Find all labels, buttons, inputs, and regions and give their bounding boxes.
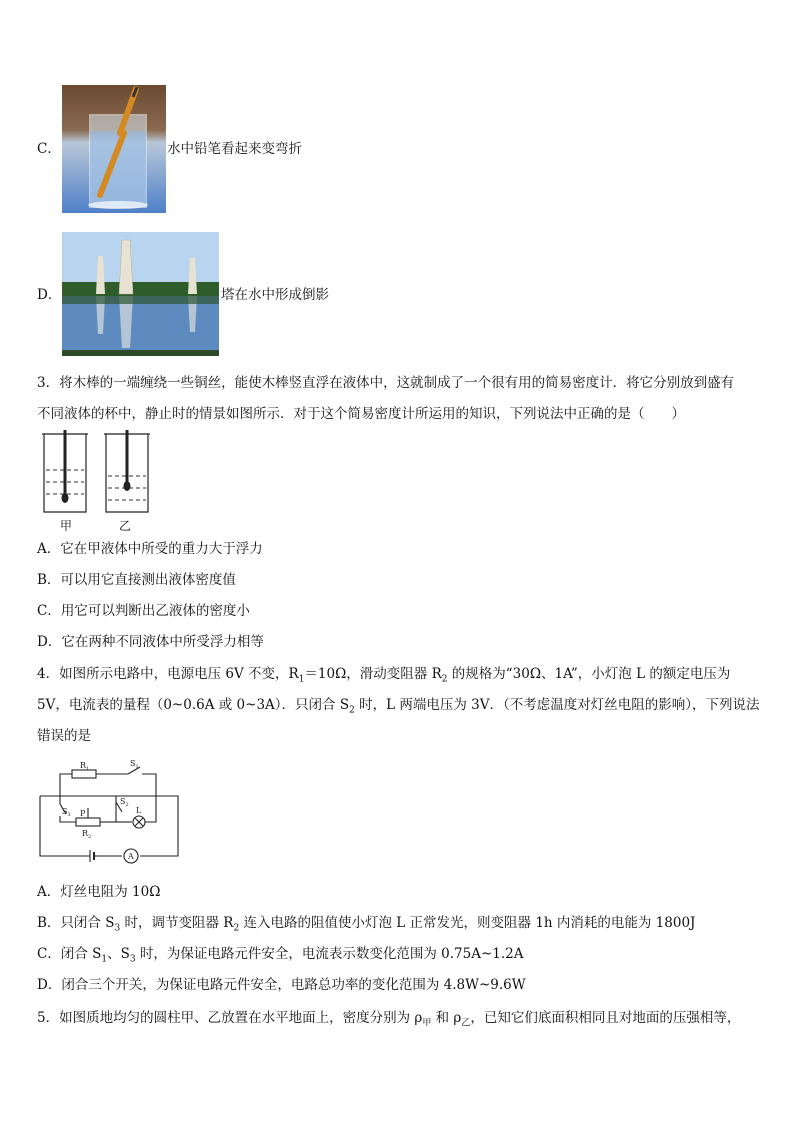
q4-option-d: D．闭合三个开关，为保证电路元件安全，电路总功率的变化范围为 4.8W~9.6W (37, 977, 526, 993)
q5-stem-line1: 5．如图质地均匀的圆柱甲、乙放置在水平地面上，密度分别为 $\rho_甲$ 和 $\rho_乙$，已知它们底面积相同且对地面的压强相等， (37, 1010, 741, 1029)
slider-p-label: P (80, 809, 86, 818)
option-d-caption: 塔在水中形成倒影 (221, 287, 329, 303)
q4-stem-line2: 5V，电流表的量程（0~0.6A 或 0~3A）．只闭合 $S_2$ 时，L 两端电压为 3V．（不考虑温度对灯丝电阻的影响），下列说法 (37, 697, 760, 716)
s2-label: $S_2$ (120, 797, 129, 808)
circuit-diagram (36, 758, 182, 864)
q4-option-a: A．灯丝电阻为 10Ω (37, 884, 161, 900)
pagoda-reflection-image (62, 232, 219, 356)
s1-label: $S_1$ (130, 759, 139, 770)
option-c-letter: C． (37, 141, 61, 157)
q3-option-b: B．可以用它直接测出液体密度值 (37, 572, 236, 588)
ammeter-label: A (128, 852, 134, 861)
s3-label: $S_3$ (62, 807, 71, 818)
q4-stem-line3: 错误的是 (37, 728, 91, 744)
option-c-caption: 水中铅笔看起来变弯折 (167, 141, 302, 157)
pencil-in-water-image (62, 85, 166, 213)
option-d-letter: D． (37, 287, 62, 303)
q3-option-a: A．它在甲液体中所受的重力大于浮力 (37, 541, 263, 557)
lamp-label: L (136, 806, 142, 815)
q4-stem-line1: 4．如图所示电路中，电源电压 6V 不变，$R_1=10\Omega$，滑动变阻器 $R_2$ 的规格为“30Ω、1A”，小灯泡 L 的额定电压为 (37, 666, 731, 685)
q3-option-d: D．它在两种不同液体中所受浮力相等 (37, 634, 264, 650)
beaker-jia-label: 甲 (60, 519, 73, 533)
densimeter-beakers-figure (38, 428, 158, 533)
q3-stem-line1: 3．将木棒的一端缠绕一些铜丝，能使木棒竖直浮在液体中，这就制成了一个很有用的简易密度计．将它分别放到盛有 (37, 375, 735, 391)
q4-option-c: C．闭合 $S_1$、$S_3$ 时，为保证电路元件安全，电流表示数变化范围为 0.75A~1.2A (37, 946, 524, 965)
q4-option-b: B．只闭合 $S_3$ 时，调节变阻器 $R_2$ 连入电路的阻值使小灯泡 L 正常发光，则变阻器 1h 内消耗的电能为 1800J (37, 915, 696, 934)
q3-option-c: C．用它可以判断出乙液体的密度小 (37, 603, 250, 619)
beaker-yi-label: 乙 (119, 519, 132, 533)
r1-label: $R_1$ (80, 761, 90, 772)
q3-stem-line2: 不同液体的杯中，静止时的情景如图所示．对于这个简易密度计所运用的知识，下列说法中正确的是（ ） (37, 406, 685, 422)
r2-label: $R_2$ (82, 829, 92, 840)
